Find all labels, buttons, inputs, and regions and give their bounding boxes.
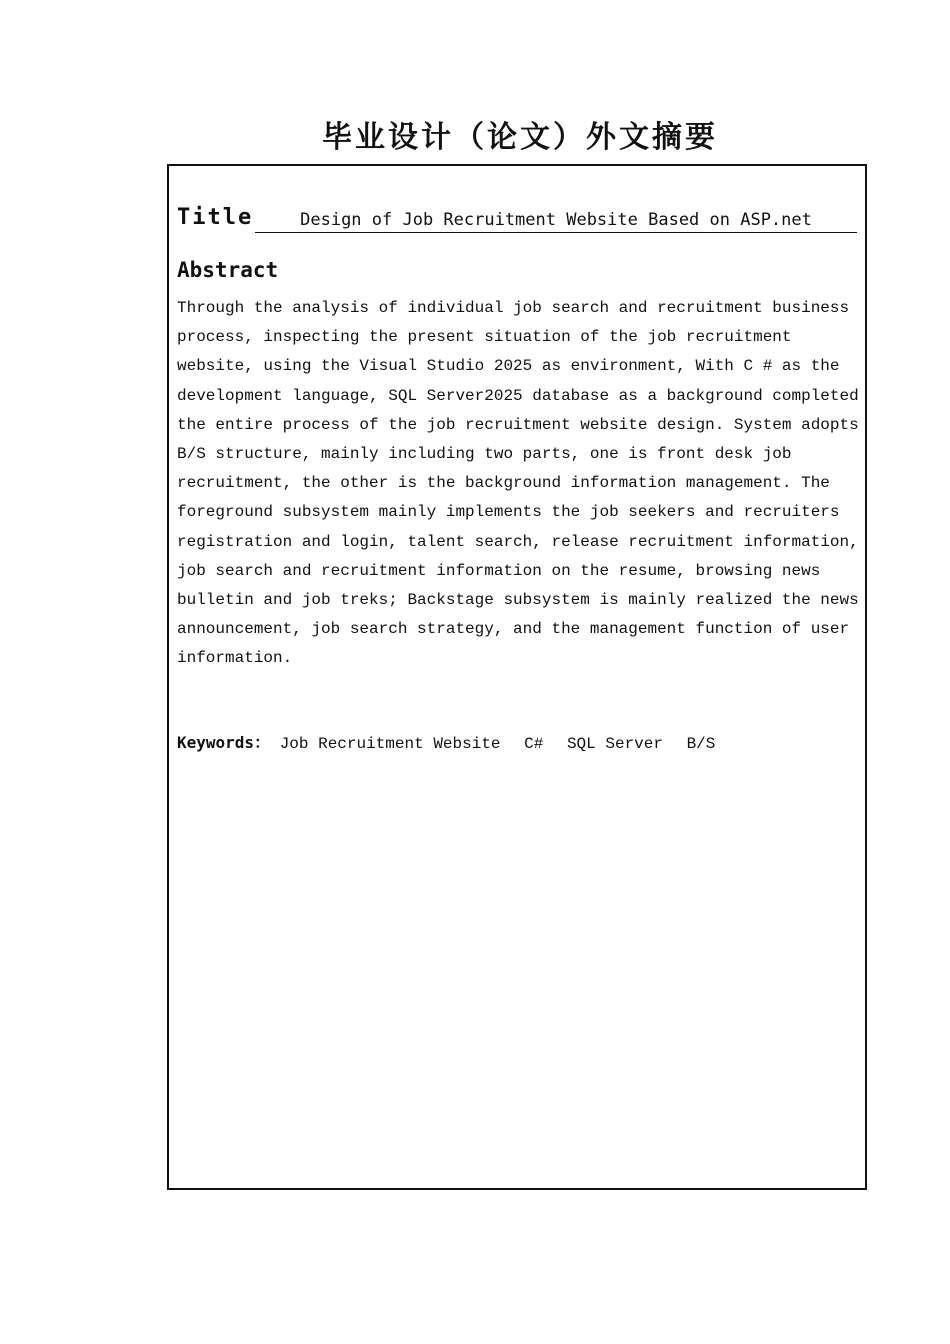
abstract-line: website, using the Visual Studio 2025 as environment, With C # as the [177,357,840,376]
abstract-line: process, inspecting the present situation of the job recruitment [177,328,792,347]
keywords-row [177,730,861,753]
page-title: 毕业设计（论文）外文摘要 [322,120,718,155]
abstract-line: registration and login, talent search, release recruitment information, [177,532,859,551]
keyword: B/S [686,735,716,753]
abstract-line: foreground subsystem mainly implements the job seekers and recruiters [177,503,840,522]
abstract-line: Through the analysis of individual job search and recruitment business [177,299,850,317]
abstract-line: B/S structure, mainly including two parts, one is front desk job [177,445,792,464]
abstract-line: bulletin and job treks; Backstage subsystem is mainly realized the news [177,591,859,610]
abstract-line: job search and recruitment information on the resume, browsing news [177,561,821,580]
abstract-box [167,164,867,1190]
abstract-line: announcement, job search strategy, and the management function of user [177,620,850,639]
keywords-label: Keywords： [177,733,271,752]
title-value: Design of Job Recruitment Website Based on ASP.net [255,208,857,233]
title-row [177,205,859,235]
keyword: Job Recruitment Website [279,735,501,753]
title-label: Title [177,205,254,230]
abstract-body [177,294,861,674]
keyword: C# [524,735,544,753]
abstract-line: the entire process of the job recruitment website design. System adopts [177,415,859,434]
abstract-line: recruitment, the other is the background information management. The [177,474,830,493]
keyword: SQL Server [566,735,663,753]
abstract-line: development language, SQL Server2025 database as a background completed [177,386,859,405]
abstract-line: information. [177,649,293,668]
abstract-heading: Abstract [177,258,279,282]
